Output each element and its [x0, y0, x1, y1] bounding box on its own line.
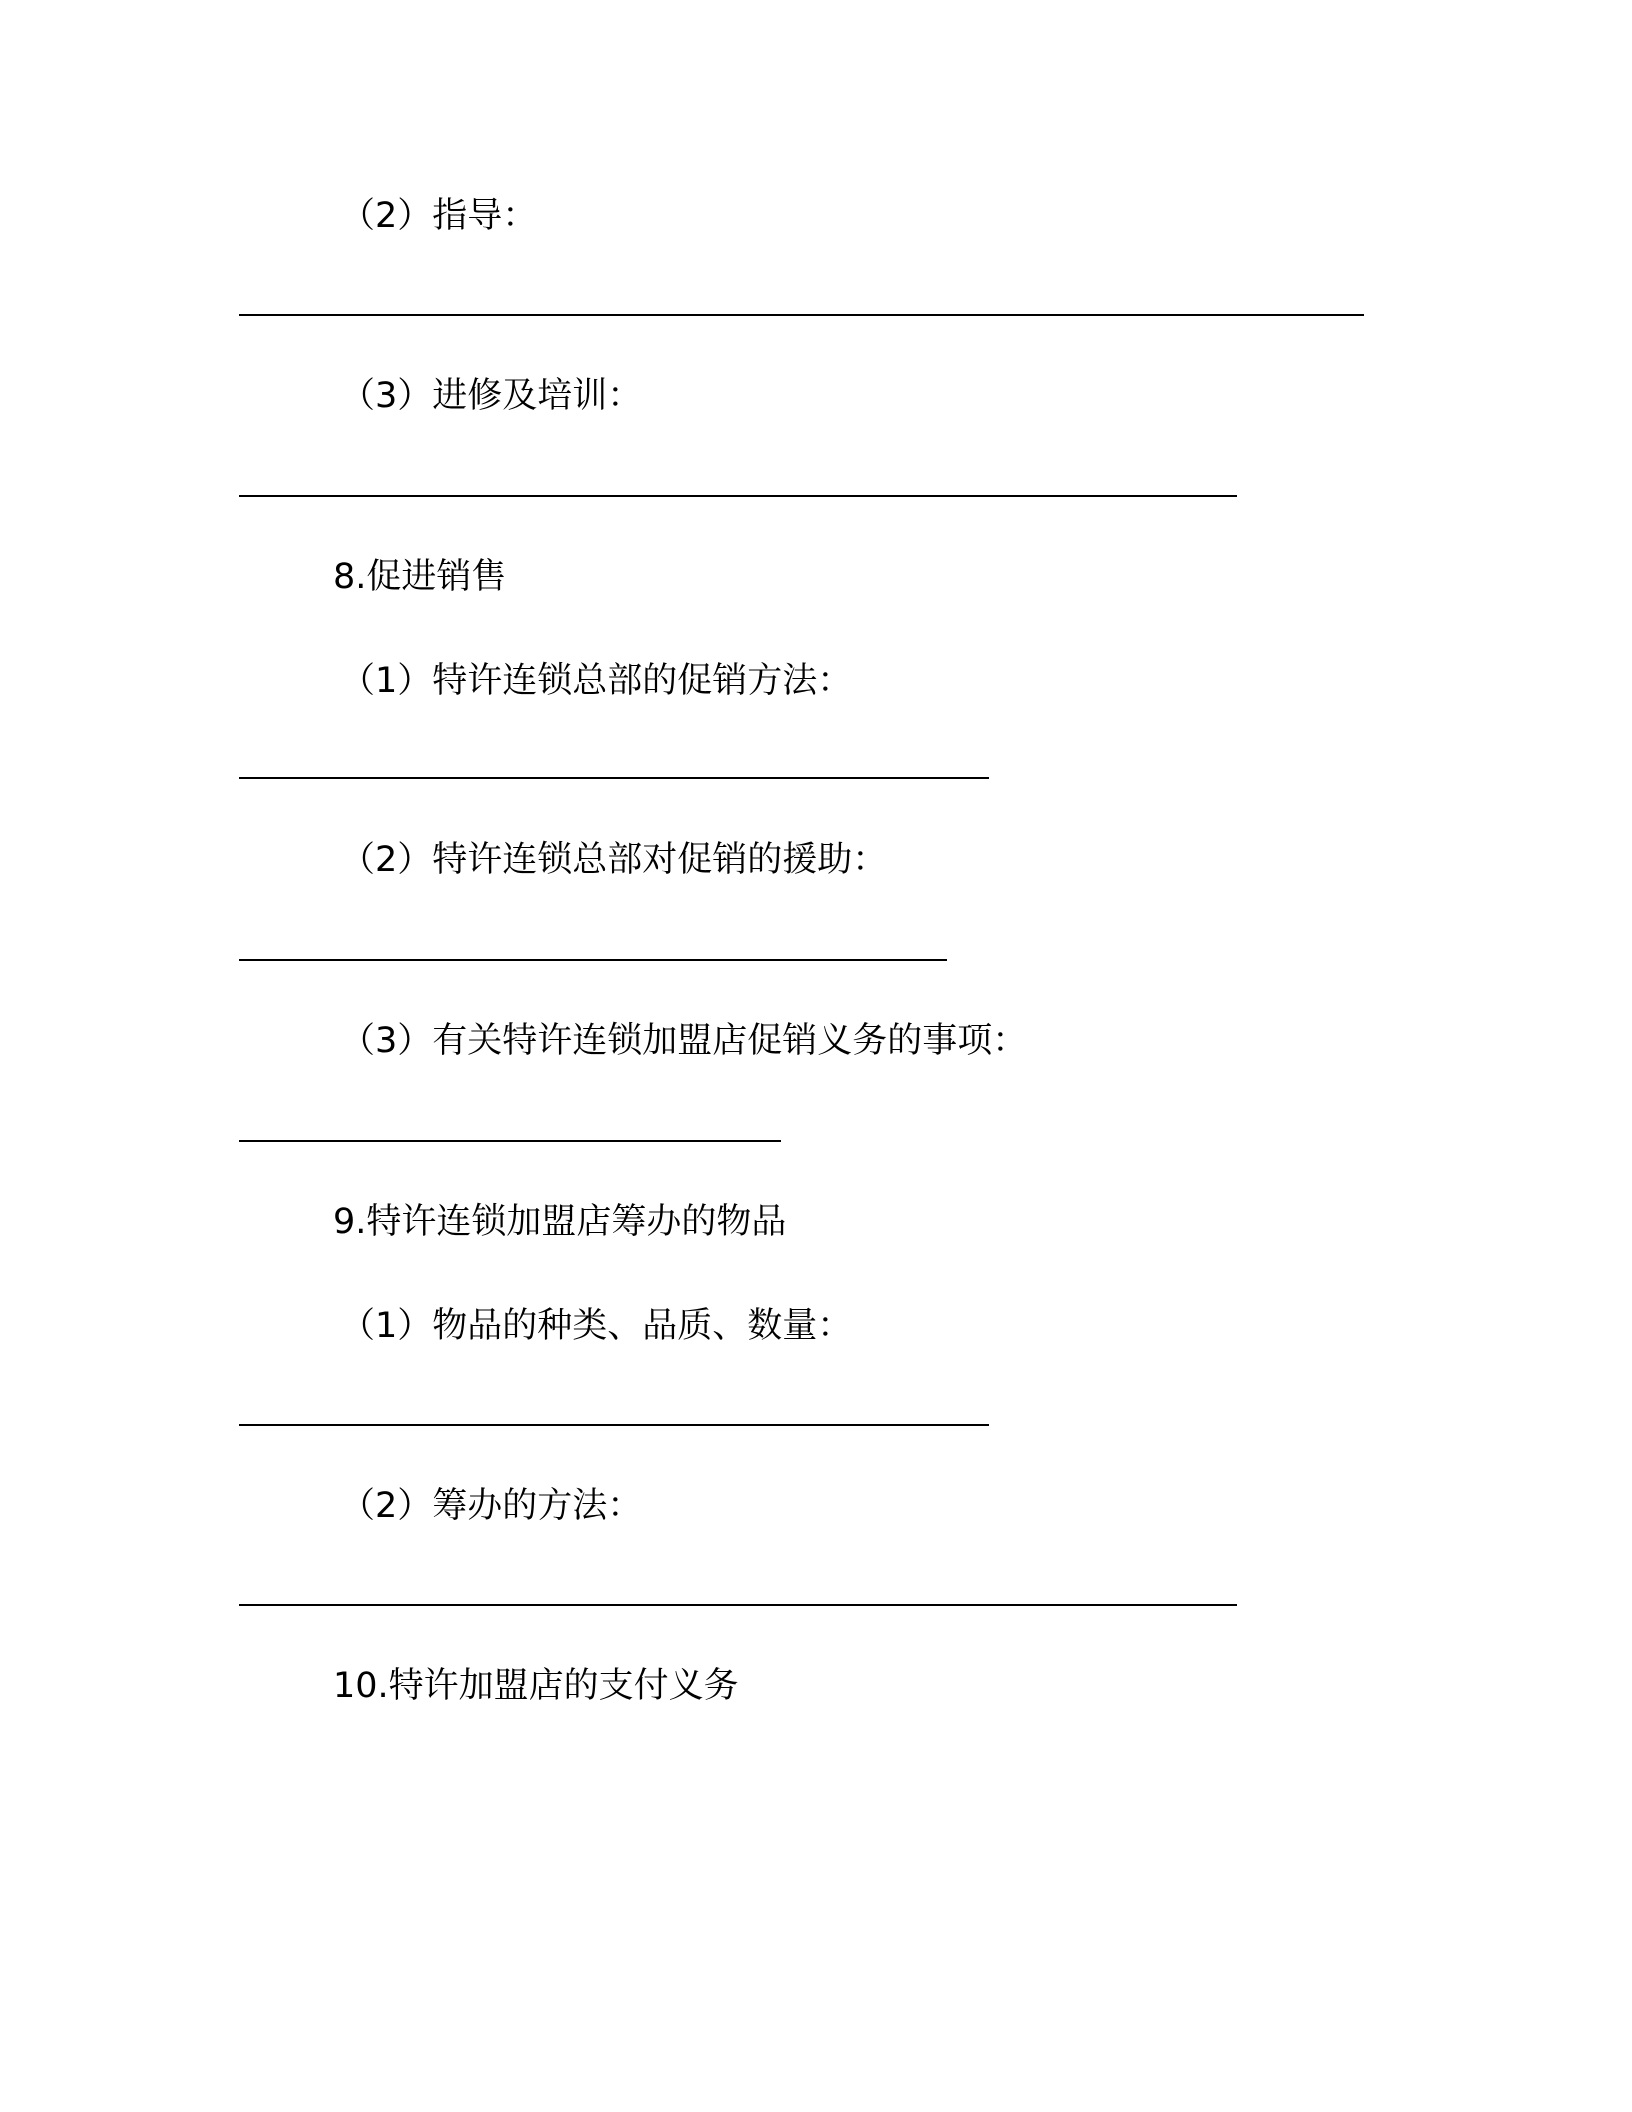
- item-procurement-method: （2）筹办的方法：: [340, 1486, 643, 1526]
- fill-in-blank-promotion-obligations: [239, 1140, 781, 1142]
- item-promotion-methods: （1）特许连锁总部的促销方法：: [340, 661, 853, 701]
- item-promotion-obligations: （3）有关特许连锁加盟店促销义务的事项：: [340, 1021, 1028, 1061]
- fill-in-blank-goods-types: [239, 1424, 989, 1426]
- item-guidance: （2）指导：: [340, 196, 538, 236]
- section-heading-10: 10.特许加盟店的支付义务: [333, 1666, 739, 1706]
- fill-in-blank-procurement-method: [239, 1604, 1237, 1606]
- item-promotion-assistance: （2）特许连锁总部对促销的援助：: [340, 840, 888, 880]
- fill-in-blank-guidance: [239, 314, 1364, 316]
- fill-in-blank-promotion-assistance: [239, 959, 947, 961]
- section-heading-9: 9.特许连锁加盟店筹办的物品: [333, 1202, 787, 1242]
- fill-in-blank-promotion-methods: [239, 777, 989, 779]
- fill-in-blank-training: [239, 495, 1237, 497]
- item-training: （3）进修及培训：: [340, 376, 643, 416]
- section-heading-8: 8.促进销售: [333, 557, 507, 597]
- item-goods-types: （1）物品的种类、品质、数量：: [340, 1306, 853, 1346]
